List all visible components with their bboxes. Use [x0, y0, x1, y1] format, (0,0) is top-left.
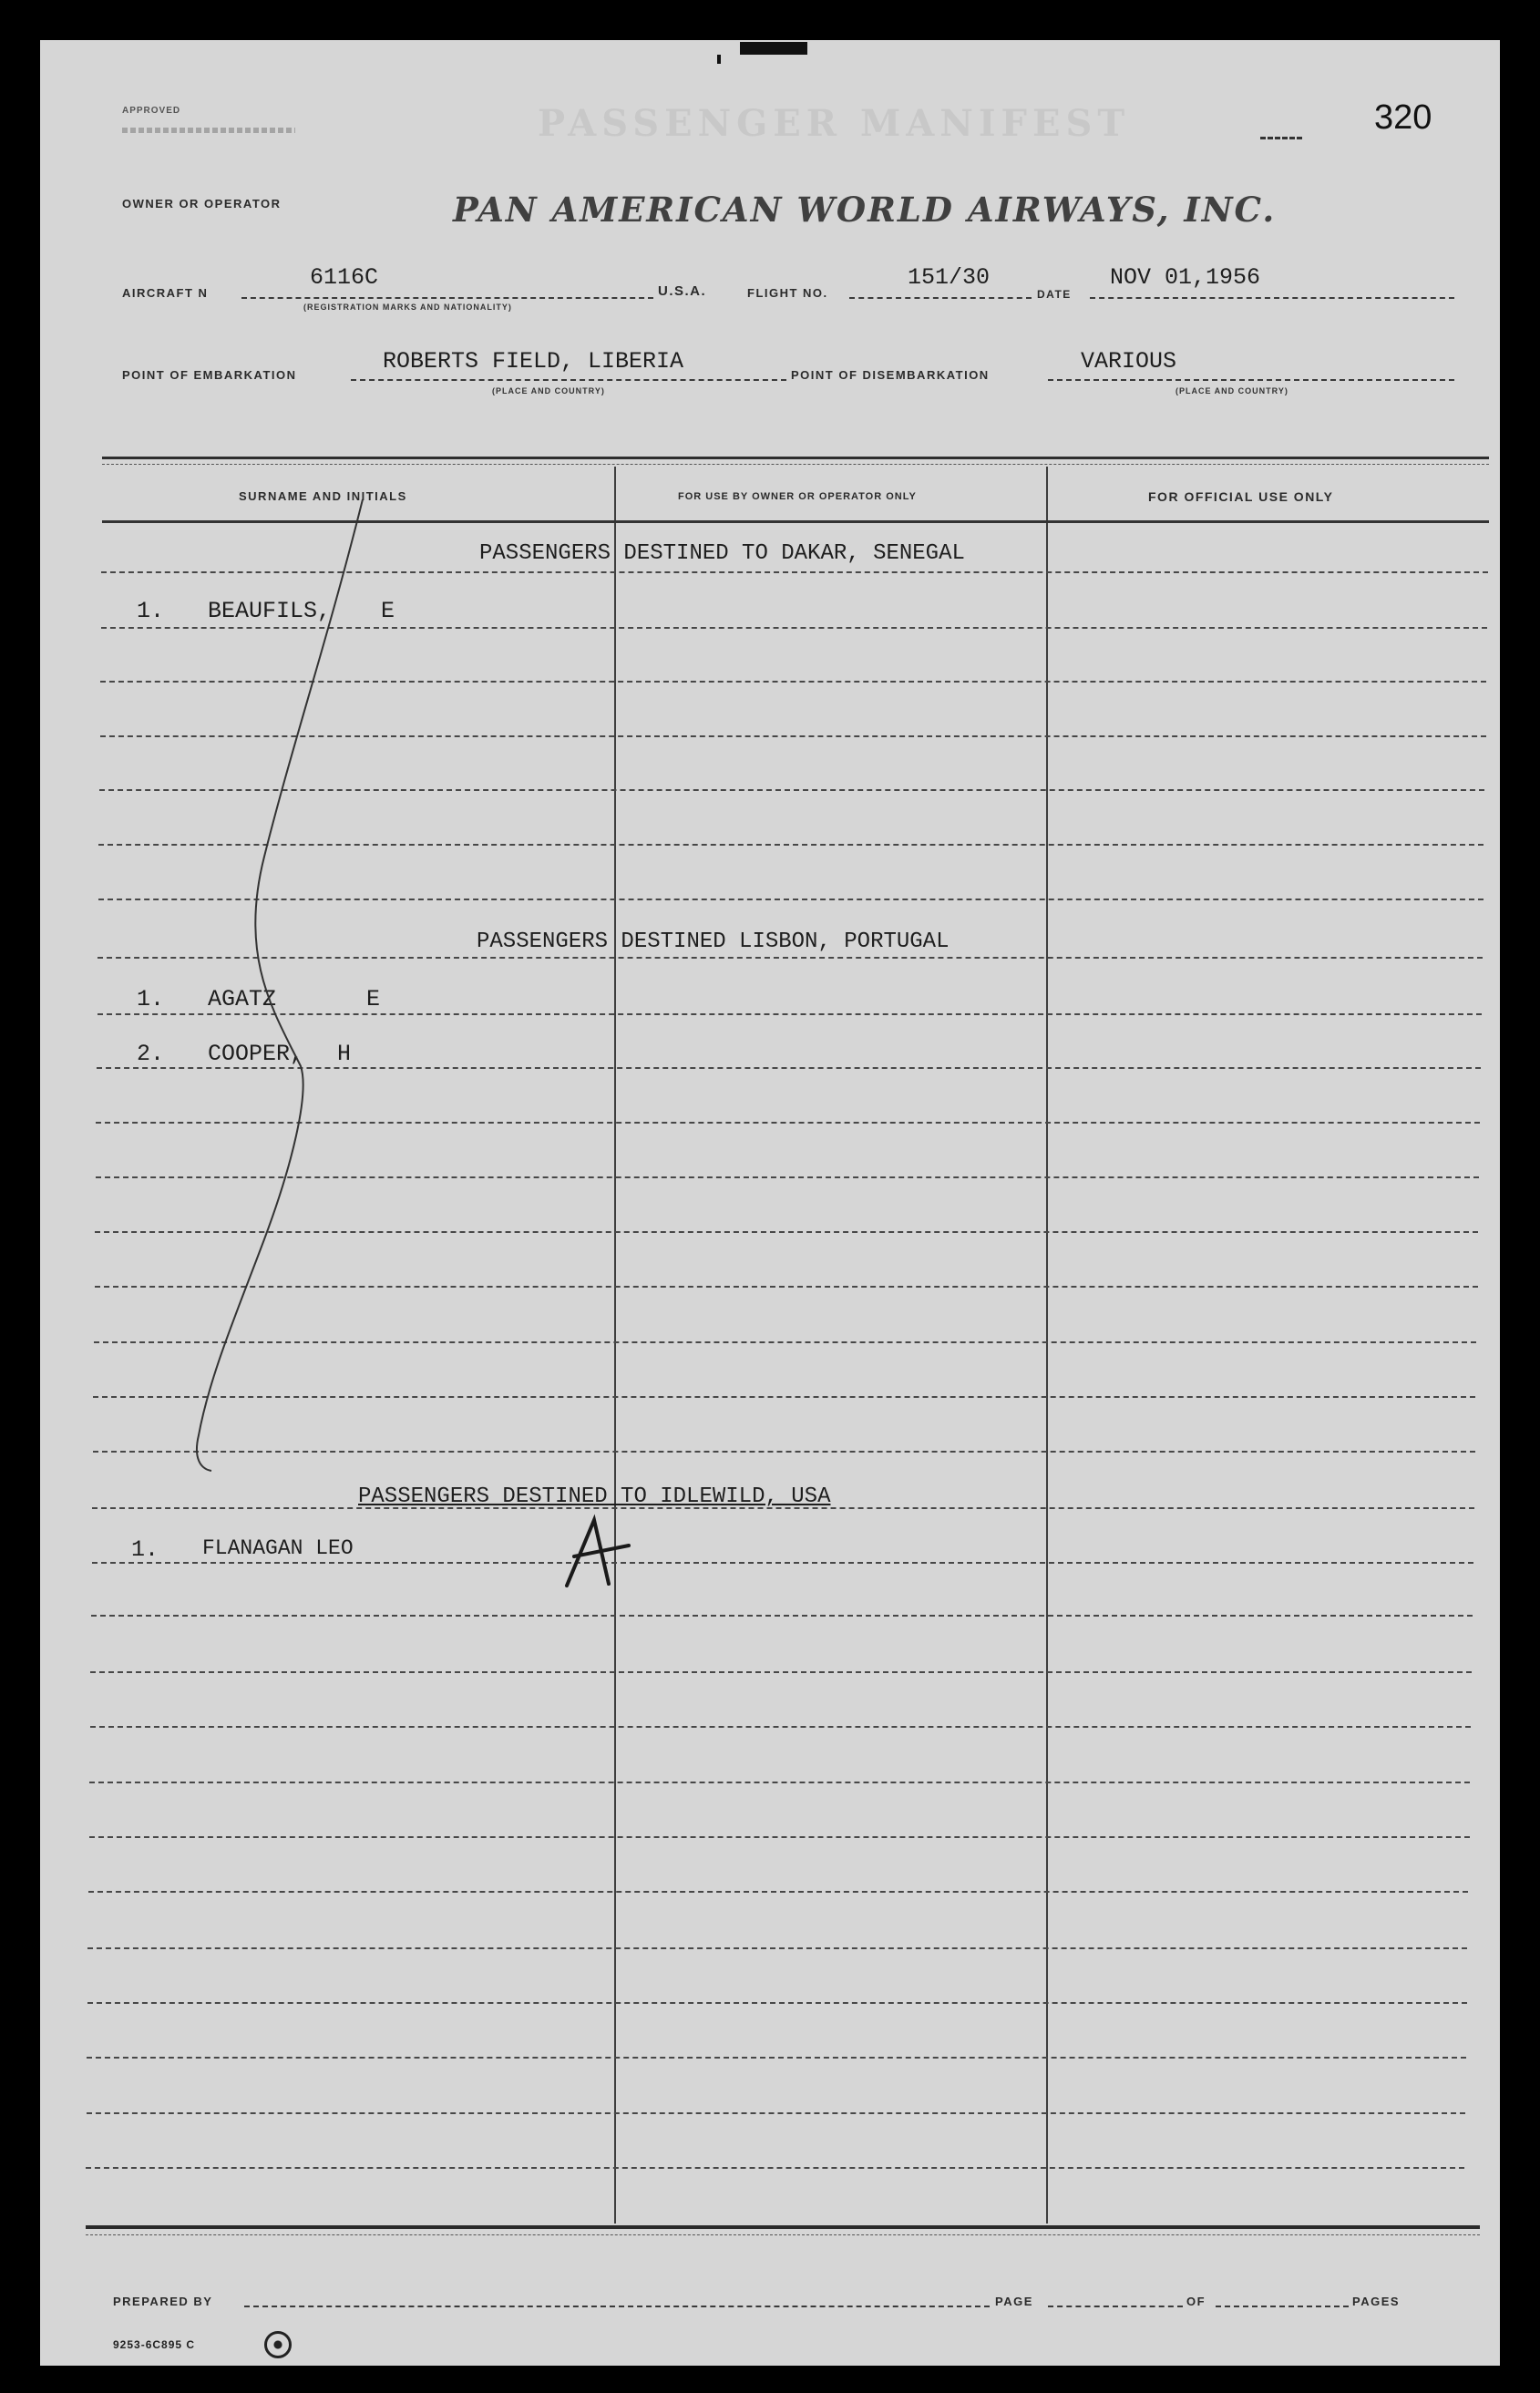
section-heading-idlewild: PASSENGERS DESTINED TO IDLEWILD, USA — [358, 1484, 831, 1509]
document-title: PASSENGER MANIFEST — [538, 102, 1131, 145]
flight-no-label: FLIGHT NO. — [747, 286, 828, 300]
embarkation-caption: (PLACE AND COUNTRY) — [492, 386, 605, 395]
page-label: PAGE — [995, 2295, 1033, 2308]
handwritten-a-mark — [567, 1520, 629, 1586]
flight-no-value: 151/30 — [908, 264, 991, 291]
passenger-name: AGATZ — [208, 986, 277, 1012]
column-header-official-use: FOR OFFICIAL USE ONLY — [1148, 489, 1334, 504]
passenger-initial: E — [366, 986, 381, 1012]
page-fill-line — [1048, 2306, 1183, 2307]
of-label: OF — [1186, 2295, 1206, 2308]
company-name: PAN AMERICAN WORLD AIRWAYS, INC. — [453, 190, 1277, 230]
column-header-owner-use: FOR USE BY OWNER OR OPERATOR ONLY — [678, 491, 917, 502]
passenger-number: 1. — [131, 1536, 159, 1563]
disembarkation-label: POINT OF DISEMBARKATION — [791, 368, 990, 382]
registration-caption: (REGISTRATION MARKS AND NATIONALITY) — [303, 303, 512, 312]
passenger-name: COOPER, — [208, 1041, 304, 1067]
union-bug-icon — [264, 2331, 292, 2358]
passenger-number: 2. — [137, 1041, 165, 1067]
page-number: 320 — [1374, 98, 1432, 137]
disembarkation-caption: (PLACE AND COUNTRY) — [1176, 386, 1288, 395]
passenger-number: 1. — [137, 986, 165, 1012]
section-heading-dakar: PASSENGERS DESTINED TO DAKAR, SENEGAL — [479, 541, 965, 566]
date-value: NOV 01,1956 — [1110, 264, 1261, 291]
aircraft-label: AIRCRAFT N — [122, 286, 209, 300]
approved-stamp: APPROVED — [122, 106, 181, 116]
disembarkation-value: VARIOUS — [1081, 348, 1177, 375]
passenger-number: 1. — [137, 598, 165, 624]
date-label: DATE — [1037, 288, 1072, 301]
aircraft-value: 6116C — [310, 264, 379, 291]
prepared-by-label: PREPARED BY — [113, 2295, 213, 2308]
left-edge-mark — [71, 2329, 73, 2349]
embarkation-value: ROBERTS FIELD, LIBERIA — [383, 348, 684, 375]
passenger-name: FLANAGAN LEO — [202, 1536, 354, 1560]
prepared-by-fill-line — [244, 2306, 990, 2307]
of-fill-line — [1216, 2306, 1349, 2307]
table-bottom-rule — [86, 2225, 1480, 2229]
pages-label: PAGES — [1352, 2295, 1401, 2308]
owner-operator-label: OWNER OR OPERATOR — [122, 197, 282, 211]
usa-label: U.S.A. — [658, 283, 707, 299]
table-bottom-rule-2 — [86, 2234, 1480, 2235]
column-header-surname: SURNAME AND INITIALS — [239, 489, 407, 503]
passenger-initial: H — [337, 1041, 352, 1067]
passenger-initial: E — [381, 598, 395, 624]
section-heading-lisbon: PASSENGERS DESTINED LISBON, PORTUGAL — [477, 929, 950, 954]
passenger-name: BEAUFILS, — [208, 598, 332, 624]
form-number: 9253-6C895 C — [113, 2338, 196, 2351]
embarkation-label: POINT OF EMBARKATION — [122, 368, 297, 382]
